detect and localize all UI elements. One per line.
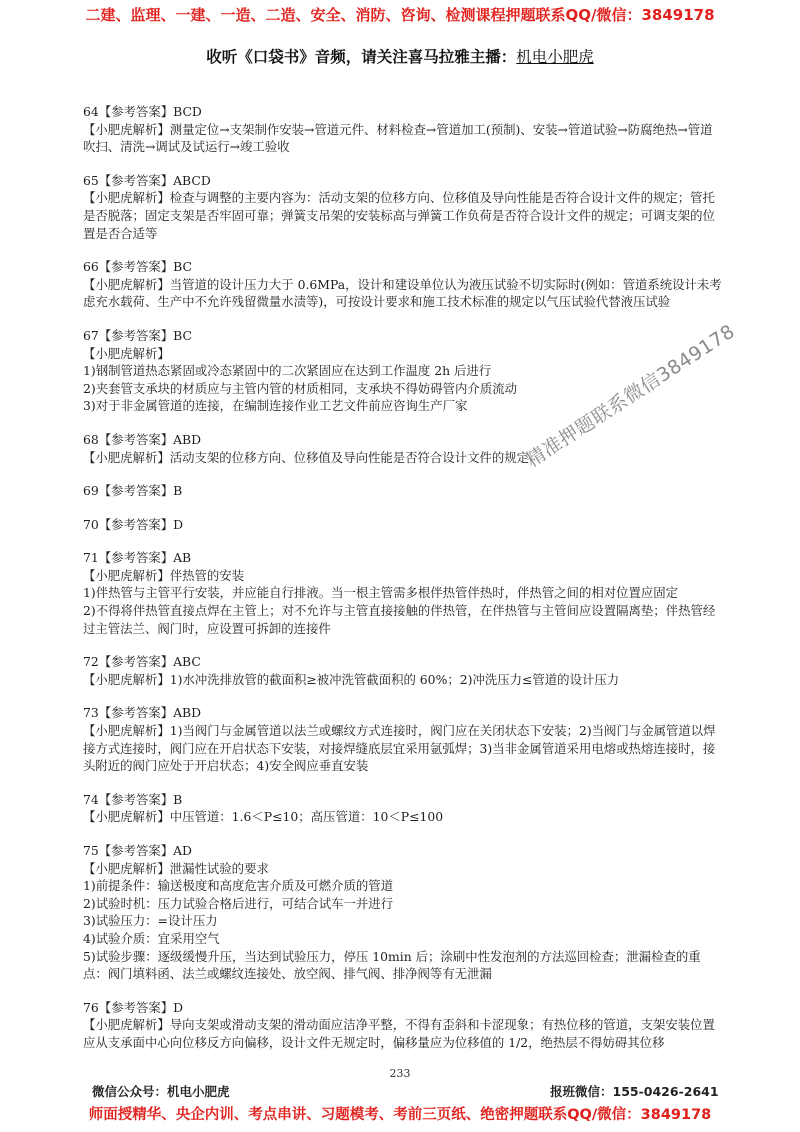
answer-key: 75【参考答案】AD [83,843,192,858]
answer-key: 68【参考答案】ABD [83,431,202,447]
answer-key: 65【参考答案】ABCD [83,172,211,188]
footer-enroll-wechat: 报班微信：155-0426-2641 [550,1084,719,1099]
answer-key: 70【参考答案】D [83,516,184,532]
watermark: 精准押题联系微信3849178 [522,320,739,472]
explanation-line: 2)夹套管支承块的材质应与主管内管的材质相同，支承块不得妨碍管内介质流动 [83,380,517,396]
answer-item [83,842,723,983]
subheader-prefix: 收听《口袋书》音频，请关注喜马拉雅主播： [206,48,517,66]
explanation-line: 1)伴热管与主管平行安装，并应能自行排液。当一根主管需多根伴热管伴热时，伴热管之间的相对位置应固定 [83,585,679,601]
explanation-line: 1)前提条件：输送极度和高度危害介质及可燃介质的管道 [83,878,394,894]
answer-item [83,653,723,688]
answer-item [83,103,723,156]
explanation-line: 2)不得将伴热管直接点焊在主管上；对不允许与主管直接接触的伴热管，在伴热管与主管间应设置隔离垫；伴热管经过主管法兰、阀门时，应设置可拆卸的连接件 [83,603,716,636]
answer-item [83,431,723,466]
page-number: 233 [389,1067,411,1080]
answer-item [83,791,723,826]
subheader [0,45,800,67]
explanation-line: 【小肥虎解析】活动支架的位移方向、位移值及导向性能是否符合设计文件的规定 [83,449,530,465]
anchor-name-link[interactable]: 机电小肥虎 [516,48,594,66]
answer-list [83,103,723,1068]
explanation-line: 1)钢制管道热态紧固或冷态紧固中的二次紧固应在达到工作温度 2h 后进行 [83,363,492,379]
answer-item [83,516,723,534]
answer-item [83,549,723,637]
answer-item [83,172,723,242]
answer-key: 72【参考答案】ABC [83,654,201,670]
answer-key: 67【参考答案】BC [83,327,192,343]
explanation-line: 【小肥虎解析】伴热管的安装 [83,567,245,583]
answer-item [83,258,723,311]
bottom-banner: 师面授精华、央企内训、考点串讲、习题模考、考前三页纸、绝密押题联系QQ/微信：3849178 [88,1107,712,1123]
answer-item [83,482,723,500]
explanation-line: 【小肥虎解析】1)当阀门与金属管道以法兰或螺纹方式连接时，阀门应在关闭状态下安装；2)当阀门与金属管道以焊接方式连接时，阀门应在开启状态下安装，对接焊缝底层宜采用氩弧焊；3)当非金属管道采用电熔或热熔连接时，接头附近的阀门应处于开启状态；4)安全阀应垂直安装 [83,723,716,774]
answer-key: 74【参考答案】B [83,791,183,807]
explanation-line: 【小肥虎解析】泄漏性试验的要求 [83,860,269,876]
answer-key: 64【参考答案】BCD [83,104,202,119]
explanation-line: 2)试验时机：压力试验合格后进行，可结合试车一并进行 [83,895,394,911]
explanation-line: 5)试验步骤：逐级缓慢升压，当达到试验压力，停压 10min 后；涂刷中性发泡剂的方法巡回检查；泄漏检查的重点：阀门填料函、法兰或螺纹连接处、放空阀、排气阀、排净阀等有无泄漏 [83,948,701,982]
explanation-line: 【小肥虎解析】导向支架或滑动支架的滑动面应洁净平整，不得有歪斜和卡涩现象；有热位移的管道，支架安装位置应从支承面中心向位移反方向偏移，设计文件无规定时，偏移量应为位移值的 1/2，绝热层不得妨碍其位移 [83,1017,715,1050]
explanation-line: 3)试验压力：=设计压力 [83,913,218,929]
explanation-line: 【小肥虎解析】当管道的设计压力大于 0.6MPa，设计和建设单位认为液压试验不切实际时(例如：管道系统设计未考虑充水载荷、生产中不允许残留微量水渍等)，可按设计要求和施工技术标准的规定以气压试验代替液压试验 [83,276,722,310]
answer-key: 69【参考答案】B [83,483,183,499]
explanation-line: 【小肥虎解析】检查与调整的主要内容为：活动支架的位移方向、位移值及导向性能是否符合设计文件的规定；管托是否脱落；固定支架是否牢固可靠；弹簧支吊架的安装标高与弹簧工作负荷是否符合设计文件的规定；可调支架的位置是否合适等 [83,190,715,241]
answer-item [83,704,723,774]
answer-key: 71【参考答案】AB [83,550,192,566]
footer-wechat-account: 微信公众号：机电小肥虎 [92,1084,230,1099]
answer-key: 73【参考答案】ABD [83,705,202,721]
answer-item [83,999,723,1052]
explanation-line: 4)试验介质：宜采用空气 [83,930,220,946]
top-banner: 二建、监理、一建、一造、二造、安全、消防、咨询、检测课程押题联系QQ/微信：3849178 [85,6,715,24]
answer-key: 76【参考答案】D [83,999,184,1015]
explanation-line: 【小肥虎解析】测量定位→支架制作安装→管道元件、材料检查→管道加工(预制)、安装→管道试验→防腐绝热→管道吹扫、清洗→调试及试运行→竣工验收 [83,121,713,155]
explanation-line: 【小肥虎解析】 [83,345,170,361]
explanation-line: 【小肥虎解析】中压管道：1.6＜P≤10；高压管道：10＜P≤100 [83,809,444,825]
explanation-line: 【小肥虎解析】1)水冲洗排放管的截面积≥被冲洗管截面积的 60%；2)冲洗压力≤管道的设计压力 [83,671,620,687]
answer-key: 66【参考答案】BC [83,259,192,275]
explanation-line: 3)对于非金属管道的连接，在编制连接作业工艺文件前应咨询生产厂家 [83,398,468,414]
